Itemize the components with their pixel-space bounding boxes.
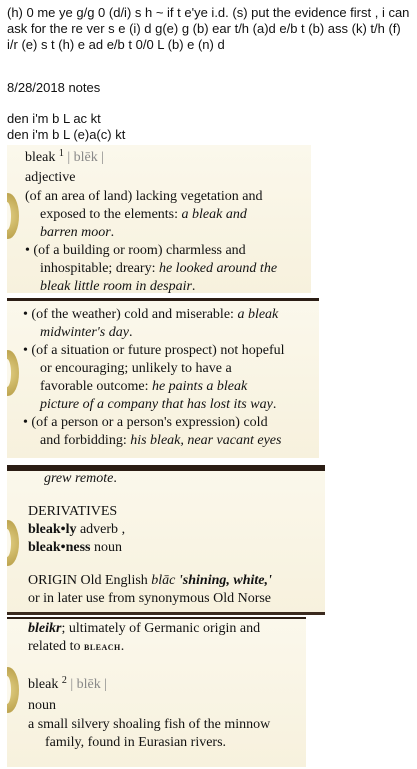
binder-ring-icon — [7, 667, 19, 713]
example-line: bleak little room in despair. — [40, 279, 196, 293]
binder-ring-icon — [7, 350, 19, 396]
definition-line: • (of a person or a person's expression) cold — [23, 415, 268, 430]
headword: bleak $^2$ | blēk | — [28, 675, 108, 692]
origin-line: or in later use from synonymous Old Norse — [28, 591, 272, 606]
definition-line: family, found in Eurasian rivers. — [45, 735, 227, 750]
derivative-entry: bleak•ness noun — [28, 540, 122, 555]
origin-line: related to bleach. — [28, 639, 125, 654]
definition-line: inhospitable; dreary: he looked around the — [40, 261, 278, 276]
origin-line: bleikr; ultimately of Germanic origin and — [28, 621, 261, 636]
panel-edge — [7, 298, 319, 301]
headword: bleak $^1$ | blēk | — [25, 148, 105, 165]
dictionary-snippet-2 — [7, 298, 319, 458]
definition-line: exposed to the elements: a bleak and — [40, 207, 247, 222]
example-line: grew remote. — [44, 471, 117, 486]
binder-ring-icon — [7, 193, 19, 239]
panel-edge — [7, 617, 306, 619]
binder-ring-icon — [7, 520, 19, 566]
definition-line: • (of a situation or future prospect) not hopeful — [23, 343, 285, 358]
definition-line: favorable outcome: he paints a bleak — [40, 379, 248, 394]
derivative-entry: bleak•ly adverb , — [28, 522, 126, 537]
definition-line: • (of the weather) cold and miserable: a bleak — [23, 307, 279, 322]
origin-line: ORIGIN Old English blāc 'shining, white,' — [28, 573, 272, 588]
dictionary-snippet-3 — [7, 465, 325, 615]
definition-line: • (of a building or room) charmless and — [25, 243, 246, 258]
dictionary-snippet-1 — [7, 145, 311, 293]
definition-line: (of an area of land) lacking vegetation and — [25, 189, 263, 204]
definition-line: and forbidding: his bleak, near vacant eyes — [40, 433, 282, 448]
example-line: midwinter's day. — [40, 325, 133, 340]
part-of-speech: noun — [28, 698, 56, 713]
example-line: picture of a company that has lost its way. — [40, 397, 277, 412]
part-of-speech: adjective — [25, 170, 76, 185]
definition-line: a small silvery shoaling fish of the minnow — [28, 717, 271, 732]
panel-edge — [7, 612, 325, 615]
dictionary-snippet-4 — [7, 617, 306, 767]
example-line: barren moor. — [40, 225, 115, 240]
note-line-2: den i'm b L (e)a(c) kt — [7, 127, 126, 142]
note-line-1: den i'm b L ac kt — [7, 111, 101, 126]
note-date: 8/28/2018 notes — [7, 80, 101, 95]
definition-line: or encouraging; unlikely to have a — [40, 361, 232, 376]
note-header-text: (h) 0 me ye g/g 0 (d/i) s h ~ if t e'ye i.d. (s) put the evidence first , i can ask for the re ver s e (i) d g(e) g (b) ear t/h (a)d e/b t (b) ass (k) t/h (f) i/r (e) s t (h) e ad e/b t 0/0 L (b) e (n) d — [7, 5, 414, 52]
derivatives-heading: DERIVATIVES — [28, 504, 118, 519]
